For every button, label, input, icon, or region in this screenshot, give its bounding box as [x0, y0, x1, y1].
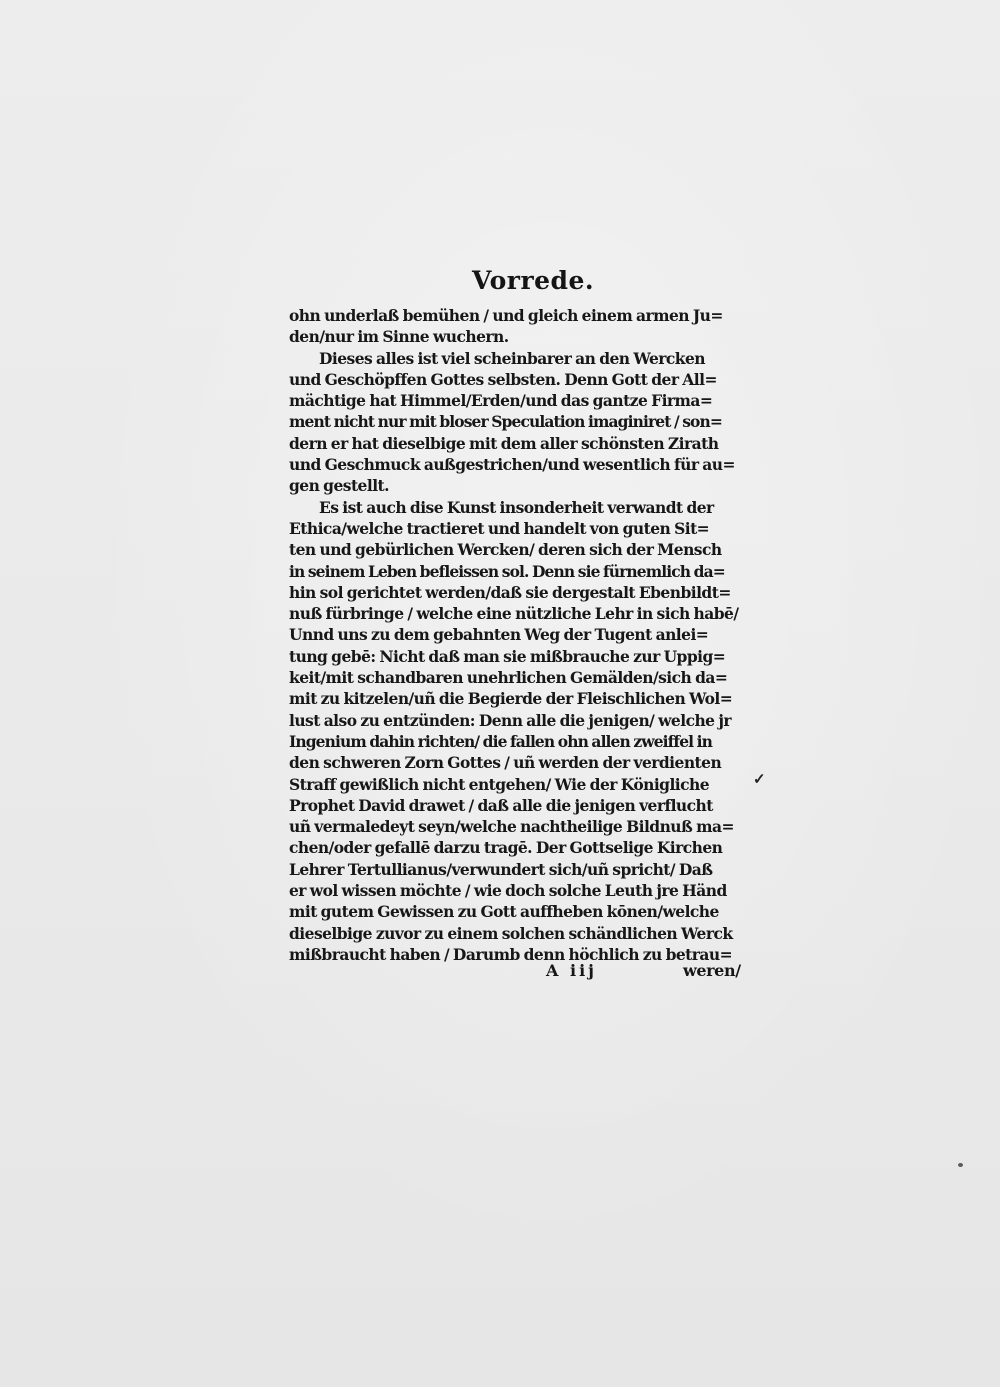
text-line: gen gestellt. — [289, 476, 389, 496]
text-line: dern er hat dieselbige mit dem aller schönsten Zirath — [289, 433, 719, 453]
text-line: Ingenium dahin richten/ die fallen ohn allen zweiffel in — [289, 731, 713, 751]
text-line: Ethica/welche tractieret und handelt von guten Sit= — [289, 518, 710, 538]
text-line: den schweren Zorn Gottes / uñ werden der verdienten — [289, 753, 722, 773]
catchword: weren/ — [683, 961, 741, 980]
body-text — [289, 305, 767, 965]
text-line: den/nur im Sinne wuchern. — [289, 327, 509, 347]
paper-speck — [958, 1163, 963, 1167]
text-line: hin sol gerichtet werden/daß sie dergestalt Ebenbildt= — [289, 582, 731, 602]
text-line: ohn underlaß bemühen / und gleich einem armen Ju= — [289, 306, 723, 325]
text-line: lust also zu entzünden: Denn alle die jenigen/ welche jr — [289, 710, 732, 730]
text-line: Es ist auch dise Kunst insonderheit verwandt der — [319, 497, 714, 517]
text-line: mißbraucht haben / Darumb denn höchlich zu betrau= — [289, 944, 733, 964]
text-line: und Geschöpffen Gottes selbsten. Denn Gott der All= — [289, 369, 717, 389]
text-line: tung gebē: Nicht daß man sie mißbrauche zur Uppig= — [289, 646, 726, 666]
text-line: Dieses alles ist viel scheinbarer an den Wercken — [319, 348, 705, 368]
text-line: chen/oder gefallē darzu tragē. Der Gottselige Kirchen — [289, 838, 723, 858]
text-line: ten und gebürlichen Wercken/ deren sich der Mensch — [289, 540, 722, 560]
text-line: Straff gewißlich nicht entgehen/ Wie der Königliche — [289, 774, 710, 794]
text-line: in seinem Leben befleissen sol. Denn sie fürnemlich da= — [289, 561, 725, 581]
text-line: Lehrer Tertullianus/verwundert sich/uñ spricht/ Daß — [289, 859, 713, 879]
page-signature: A iij — [546, 961, 597, 980]
text-line: ment nicht nur mit bloser Speculation imaginiret / son= — [289, 412, 722, 432]
text-line: nuß fürbringe / welche eine nützliche Lehr in sich habē/ — [289, 604, 739, 624]
text-line: Prophet David drawet / daß alle die jenigen verflucht — [289, 795, 713, 815]
margin-mark: ✓ — [753, 770, 766, 788]
text-line: mit zu kitzelen/uñ die Begierde der Fleischlichen Wol= — [289, 689, 733, 709]
text-line: mächtige hat Himmel/Erden/und das gantze Firma= — [289, 391, 713, 411]
text-line: er wol wissen möchte / wie doch solche Leuth jre Händ — [289, 881, 727, 901]
running-head: Vorrede. — [472, 266, 595, 295]
text-line: mit gutem Gewissen zu Gott auffheben kōnen/welche — [289, 902, 719, 922]
text-line: Unnd uns zu dem gebahnten Weg der Tugent anlei= — [289, 625, 709, 645]
text-line: keit/mit schandbaren unehrlichen Gemälden/sich da= — [289, 668, 728, 688]
text-line: uñ vermaledeyt seyn/welche nachtheilige Bildnuß ma= — [289, 817, 734, 837]
text-line: dieselbige zuvor zu einem solchen schändlichen Werck — [289, 923, 733, 943]
text-line: und Geschmuck außgestrichen/und wesentlich für au= — [289, 455, 735, 475]
